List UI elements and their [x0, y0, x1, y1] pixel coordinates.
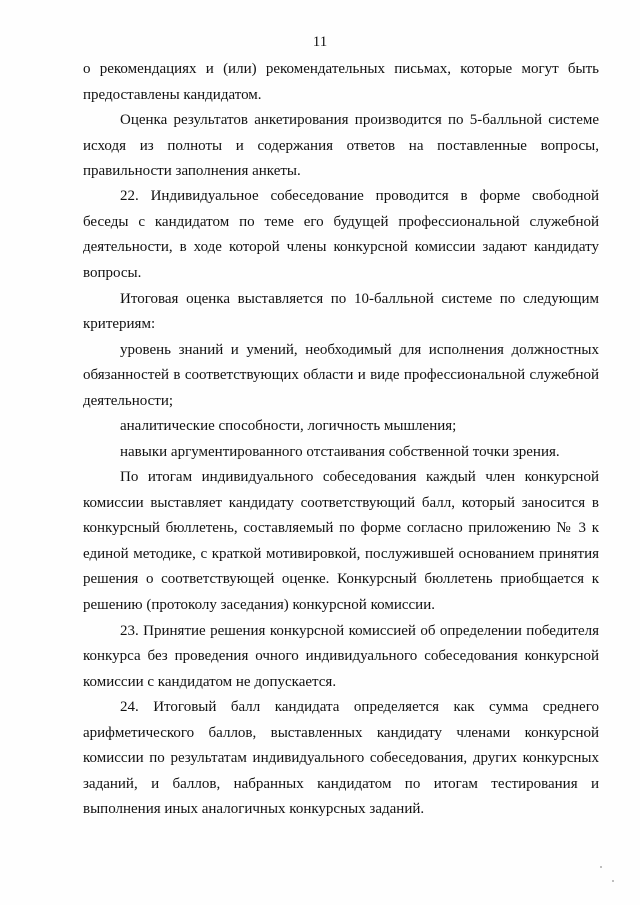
text-line: единой методике, с краткой мотивировкой, послужившей основанием принятия — [83, 546, 599, 562]
text-line: деятельности, в ходе которой члены конкурсной комиссии задают кандидату — [83, 239, 599, 255]
text-line: обязанностей в соответствующих области и виде профессиональной служебной — [83, 367, 599, 383]
text-line: решения о соответствующей оценке. Конкурсный бюллетень приобщается к — [83, 571, 599, 587]
text-line: уровень знаний и умений, необходимый для исполнения должностных — [120, 342, 599, 358]
text-line: конкурсный бюллетень, составляемый по форме согласно приложению № 3 к — [83, 520, 599, 536]
text-line: вопросы. — [83, 265, 142, 281]
text-line: деятельности; — [83, 393, 174, 409]
page-number: 11 — [312, 34, 328, 50]
text-line: заданий, и баллов, набранных кандидатом по итогам тестирования и — [83, 776, 599, 792]
text-line: выполнения иных аналогичных конкурсных заданий. — [83, 801, 425, 817]
text-line: правильности заполнения анкеты. — [83, 163, 301, 179]
text-line: критериям: — [83, 316, 156, 332]
scan-speck — [612, 880, 614, 882]
text-line: 24. Итоговый балл кандидата определяется как сумма среднего — [120, 699, 599, 715]
text-line: аналитические способности, логичность мышления; — [120, 418, 457, 434]
text-line: По итогам индивидуального собеседования каждый член конкурсной — [120, 469, 599, 485]
text-line: 23. Принятие решения конкурсной комиссией об определении победителя — [120, 623, 599, 639]
text-line: Итоговая оценка выставляется по 10-балльной системе по следующим — [120, 291, 599, 307]
text-line: исходя из полноты и содержания ответов на поставленные вопросы, — [83, 138, 599, 154]
scan-speck — [600, 866, 602, 868]
text-line: конкурса без проведения очного индивидуального собеседования конкурсной — [83, 648, 599, 664]
text-line: Оценка результатов анкетирования производится по 5-балльной системе — [120, 112, 599, 128]
text-line: о рекомендациях и (или) рекомендательных письмах, которые могут быть — [83, 61, 599, 77]
text-line: арифметического баллов, выставленных кандидату членами конкурсной — [83, 725, 599, 741]
text-line: комиссии с кандидатом не допускается. — [83, 674, 337, 690]
text-line: 22. Индивидуальное собеседование проводится в форме свободной — [120, 188, 599, 204]
text-line: решению (протоколу заседания) конкурсной комиссии. — [83, 597, 435, 613]
text-line: комиссии по результатам индивидуального собеседования, других конкурсных — [83, 750, 599, 766]
text-line: комиссии выставляет кандидату соответствующий балл, который заносится в — [83, 495, 599, 511]
text-line: беседы с кандидатом по теме его будущей профессиональной служебной — [83, 214, 599, 230]
text-line: предоставлены кандидатом. — [83, 87, 262, 103]
text-line: навыки аргументированного отстаивания собственной точки зрения. — [120, 444, 560, 460]
